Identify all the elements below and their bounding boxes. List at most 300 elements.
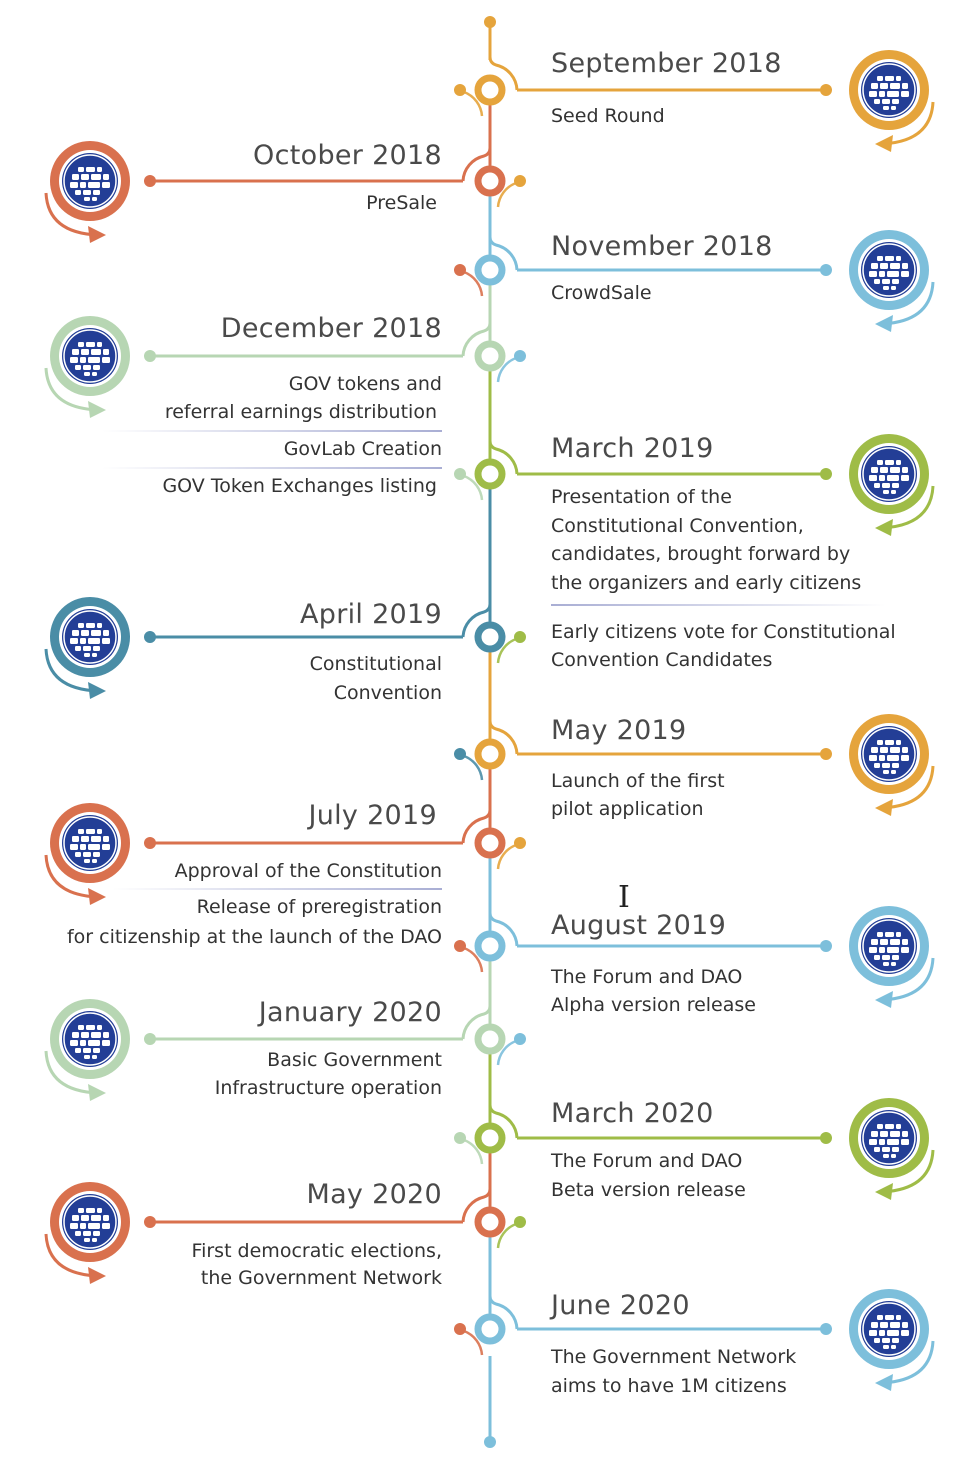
logo-pixel bbox=[72, 349, 79, 355]
logo-pixel bbox=[75, 1048, 81, 1053]
logo-pixel bbox=[877, 460, 883, 465]
logo-pixel bbox=[88, 844, 100, 850]
logo-pixel bbox=[892, 763, 899, 768]
arrow-head-icon bbox=[875, 135, 893, 152]
logo-pixel bbox=[88, 182, 100, 188]
arrow-head-icon bbox=[88, 888, 106, 905]
logo-pixel bbox=[902, 747, 908, 753]
logo-pixel bbox=[885, 460, 894, 465]
logo-pixel bbox=[97, 167, 102, 172]
logo-pixel bbox=[72, 630, 79, 636]
logo-pixel bbox=[891, 962, 896, 966]
milestone-date: May 2020 bbox=[306, 1179, 442, 1210]
logo-pixel bbox=[93, 190, 100, 195]
milestone-description: GOV tokens and bbox=[288, 373, 442, 395]
connector-end-dot bbox=[820, 1132, 832, 1144]
logo-pixel bbox=[896, 460, 901, 465]
logo-pixel bbox=[81, 174, 89, 180]
logo-pixel bbox=[80, 1040, 86, 1046]
logo-icon bbox=[62, 815, 118, 871]
logo-pixel bbox=[91, 630, 101, 636]
node-side-dot bbox=[454, 264, 466, 276]
logo-pixel bbox=[93, 1231, 100, 1236]
logo-pixel bbox=[78, 623, 84, 628]
logo-pixel bbox=[892, 1147, 899, 1152]
logo-icon bbox=[861, 62, 917, 118]
logo-pixel bbox=[83, 646, 91, 651]
logo-pixel bbox=[883, 1345, 889, 1349]
milestone-description: First democratic elections, bbox=[191, 1240, 442, 1262]
logo-icon bbox=[861, 242, 917, 298]
logo-icon bbox=[62, 328, 118, 384]
logo-pixel bbox=[869, 91, 877, 97]
logo-pixel bbox=[887, 755, 899, 761]
logo-pixel bbox=[887, 1139, 899, 1145]
logo-pixel bbox=[91, 836, 101, 842]
node-side-dot bbox=[514, 1216, 526, 1228]
logo-pixel bbox=[78, 342, 84, 347]
milestone-description: the Government Network bbox=[200, 1267, 442, 1289]
logo-pixel bbox=[896, 76, 901, 81]
logo-pixel bbox=[869, 271, 877, 277]
logo-pixel bbox=[877, 1124, 883, 1129]
logo-pixel bbox=[883, 962, 889, 966]
logo-pixel bbox=[103, 630, 109, 636]
logo-pixel bbox=[891, 1154, 896, 1158]
logo-pixel bbox=[83, 852, 91, 857]
logo-pixel bbox=[91, 1215, 101, 1221]
logo-pixel bbox=[883, 106, 889, 110]
logo-pixel bbox=[877, 256, 883, 261]
timeline-end-dot bbox=[484, 1436, 496, 1448]
logo-pixel bbox=[882, 99, 890, 104]
logo-pixel bbox=[102, 357, 110, 363]
logo-pixel bbox=[70, 844, 78, 850]
timeline-node bbox=[478, 934, 502, 958]
milestone-description: Launch of the first bbox=[551, 770, 725, 792]
logo-pixel bbox=[84, 859, 90, 863]
logo-pixel bbox=[901, 1330, 909, 1336]
milestone-date: May 2019 bbox=[551, 715, 687, 746]
logo-pixel bbox=[70, 1223, 78, 1229]
text-cursor-icon: I bbox=[618, 880, 630, 915]
milestone-date: October 2018 bbox=[253, 140, 442, 171]
logo-pixel bbox=[92, 1055, 97, 1059]
logo-pixel bbox=[890, 1322, 900, 1328]
logo-pixel bbox=[869, 755, 877, 761]
timeline-node bbox=[478, 344, 502, 368]
connector-end-dot bbox=[144, 175, 156, 187]
milestone-date: April 2019 bbox=[299, 599, 442, 630]
logo-pixel bbox=[84, 1055, 90, 1059]
milestone-description: The Government Network bbox=[551, 1346, 797, 1368]
logo-pixel bbox=[871, 939, 878, 945]
logo-pixel bbox=[890, 263, 900, 269]
logo-pixel bbox=[91, 349, 101, 355]
logo-pixel bbox=[80, 182, 86, 188]
logo-pixel bbox=[72, 836, 79, 842]
logo-pixel bbox=[871, 1131, 878, 1137]
logo-pixel bbox=[879, 1139, 885, 1145]
logo-pixel bbox=[891, 106, 896, 110]
logo-pixel bbox=[871, 1322, 878, 1328]
logo-pixel bbox=[887, 271, 899, 277]
milestone-description: referral earnings distribution bbox=[164, 401, 437, 423]
logo-pixel bbox=[86, 623, 95, 628]
logo-pixel bbox=[93, 646, 100, 651]
logo-pixel bbox=[880, 263, 888, 269]
logo-pixel bbox=[80, 638, 86, 644]
milestone-extra: Early citizens vote for Constitutional bbox=[551, 621, 896, 643]
logo-pixel bbox=[882, 763, 890, 768]
logo-pixel bbox=[80, 844, 86, 850]
logo-pixel bbox=[83, 1048, 91, 1053]
milestone-date: September 2018 bbox=[551, 48, 782, 79]
milestone-date: August 2019 bbox=[551, 910, 727, 941]
logo-pixel bbox=[81, 836, 89, 842]
milestone-extra: Convention Candidates bbox=[551, 649, 773, 671]
milestone-date: January 2020 bbox=[258, 997, 442, 1028]
separator-line bbox=[102, 467, 442, 469]
logo-pixel bbox=[88, 357, 100, 363]
logo-pixel bbox=[902, 467, 908, 473]
milestone-description: Constitutional bbox=[309, 653, 442, 675]
milestone-description: Approval of the Constitution bbox=[174, 860, 442, 882]
logo-pixel bbox=[78, 1208, 84, 1213]
logo-pixel bbox=[892, 955, 899, 960]
connector-end-dot bbox=[820, 264, 832, 276]
logo-pixel bbox=[880, 83, 888, 89]
logo-pixel bbox=[892, 483, 899, 488]
node-side-dot bbox=[454, 1132, 466, 1144]
logo-pixel bbox=[877, 76, 883, 81]
logo-pixel bbox=[879, 1330, 885, 1336]
logo-pixel bbox=[896, 740, 901, 745]
arrow-head-icon bbox=[875, 519, 893, 536]
logo-pixel bbox=[887, 91, 899, 97]
logo-pixel bbox=[869, 1330, 877, 1336]
timeline-node bbox=[478, 831, 502, 855]
logo-pixel bbox=[97, 829, 102, 834]
logo-pixel bbox=[72, 1215, 79, 1221]
node-side-dot bbox=[514, 175, 526, 187]
logo-pixel bbox=[70, 357, 78, 363]
logo-pixel bbox=[885, 1315, 894, 1320]
connector-end-dot bbox=[820, 84, 832, 96]
milestone-description: The Forum and DAO bbox=[551, 1150, 743, 1172]
milestone-description: Convention bbox=[333, 682, 442, 704]
timeline-node bbox=[478, 78, 502, 102]
logo-pixel bbox=[901, 271, 909, 277]
logo-pixel bbox=[93, 365, 100, 370]
logo-icon bbox=[62, 1194, 118, 1250]
logo-pixel bbox=[901, 475, 909, 481]
logo-pixel bbox=[879, 91, 885, 97]
logo-pixel bbox=[871, 263, 878, 269]
logo-pixel bbox=[97, 342, 102, 347]
logo-pixel bbox=[890, 939, 900, 945]
logo-pixel bbox=[88, 638, 100, 644]
logo-pixel bbox=[80, 1223, 86, 1229]
logo-pixel bbox=[83, 365, 91, 370]
arrow-head-icon bbox=[875, 315, 893, 332]
logo-pixel bbox=[901, 91, 909, 97]
arrow-head-icon bbox=[88, 401, 106, 418]
node-side-dot bbox=[514, 837, 526, 849]
logo-pixel bbox=[81, 1215, 89, 1221]
logo-icon bbox=[861, 446, 917, 502]
logo-pixel bbox=[92, 1238, 97, 1242]
logo-pixel bbox=[874, 955, 880, 960]
timeline-node bbox=[478, 625, 502, 649]
node-side-dot bbox=[454, 1323, 466, 1335]
logo-pixel bbox=[102, 1223, 110, 1229]
connector-end-dot bbox=[144, 350, 156, 362]
logo-pixel bbox=[102, 844, 110, 850]
connector-end-dot bbox=[144, 1216, 156, 1228]
milestone-date: December 2018 bbox=[220, 313, 442, 344]
logo-pixel bbox=[902, 1131, 908, 1137]
separator-line bbox=[102, 430, 442, 432]
milestone-description: pilot application bbox=[551, 798, 704, 820]
milestone-description: PreSale bbox=[366, 192, 437, 214]
milestone-extra: for citizenship at the launch of the DAO bbox=[66, 926, 442, 948]
logo-pixel bbox=[896, 256, 901, 261]
arrow-head-icon bbox=[875, 1183, 893, 1200]
logo-pixel bbox=[901, 755, 909, 761]
logo-pixel bbox=[78, 167, 84, 172]
logo-pixel bbox=[91, 1032, 101, 1038]
logo-pixel bbox=[879, 947, 885, 953]
logo-pixel bbox=[102, 182, 110, 188]
milestone-description: candidates, brought forward by bbox=[551, 543, 851, 565]
node-side-dot bbox=[454, 748, 466, 760]
logo-pixel bbox=[92, 197, 97, 201]
logo-pixel bbox=[83, 1231, 91, 1236]
logo-pixel bbox=[97, 1208, 102, 1213]
logo-pixel bbox=[891, 770, 896, 774]
milestone-description: Basic Government bbox=[267, 1049, 442, 1071]
milestone-date: March 2020 bbox=[551, 1098, 714, 1129]
logo-pixel bbox=[883, 490, 889, 494]
logo-pixel bbox=[91, 174, 101, 180]
logo-pixel bbox=[902, 263, 908, 269]
milestone-description: Presentation of the bbox=[551, 486, 732, 508]
logo-pixel bbox=[86, 829, 95, 834]
logo-pixel bbox=[75, 190, 81, 195]
logo-pixel bbox=[81, 630, 89, 636]
logo-pixel bbox=[103, 1215, 109, 1221]
logo-pixel bbox=[874, 279, 880, 284]
milestone-extra: GOV Token Exchanges listing bbox=[162, 475, 437, 497]
logo-pixel bbox=[896, 1315, 901, 1320]
arrow-head-icon bbox=[875, 1374, 893, 1391]
logo-pixel bbox=[88, 1040, 100, 1046]
logo-pixel bbox=[92, 859, 97, 863]
logo-pixel bbox=[890, 467, 900, 473]
logo-pixel bbox=[70, 1040, 78, 1046]
logo-pixel bbox=[83, 190, 91, 195]
connector-end-dot bbox=[144, 837, 156, 849]
arrow-head-icon bbox=[875, 799, 893, 816]
separator-line bbox=[551, 604, 886, 606]
milestone-description: Infrastructure operation bbox=[214, 1077, 442, 1099]
logo-pixel bbox=[80, 357, 86, 363]
logo-pixel bbox=[75, 646, 81, 651]
logo-pixel bbox=[896, 932, 901, 937]
arrow-head-icon bbox=[88, 226, 106, 243]
node-side-dot bbox=[454, 468, 466, 480]
logo-pixel bbox=[902, 939, 908, 945]
logo-pixel bbox=[883, 1154, 889, 1158]
logo-pixel bbox=[869, 947, 877, 953]
milestone-date: November 2018 bbox=[551, 231, 773, 262]
logo-pixel bbox=[890, 1131, 900, 1137]
milestone-date: March 2019 bbox=[551, 433, 714, 464]
logo-icon bbox=[861, 1110, 917, 1166]
logo-pixel bbox=[103, 836, 109, 842]
logo-pixel bbox=[84, 1238, 90, 1242]
timeline-node bbox=[478, 169, 502, 193]
logo-pixel bbox=[896, 1124, 901, 1129]
logo-pixel bbox=[75, 365, 81, 370]
logo-pixel bbox=[880, 1131, 888, 1137]
milestone-description: the organizers and early citizens bbox=[551, 572, 862, 594]
logo-pixel bbox=[879, 755, 885, 761]
logo-pixel bbox=[880, 939, 888, 945]
connector-end-dot bbox=[820, 468, 832, 480]
logo-pixel bbox=[885, 76, 894, 81]
timeline-start-dot bbox=[484, 16, 496, 28]
logo-pixel bbox=[883, 286, 889, 290]
milestone-description: aims to have 1M citizens bbox=[551, 1375, 787, 1397]
milestone-description: Constitutional Convention, bbox=[551, 515, 804, 537]
connector-end-dot bbox=[144, 1033, 156, 1045]
logo-pixel bbox=[880, 747, 888, 753]
timeline-node bbox=[478, 1126, 502, 1150]
node-side-dot bbox=[514, 1033, 526, 1045]
logo-pixel bbox=[882, 483, 890, 488]
logo-pixel bbox=[882, 279, 890, 284]
timeline-node bbox=[478, 258, 502, 282]
logo-pixel bbox=[78, 829, 84, 834]
logo-icon bbox=[62, 1011, 118, 1067]
logo-pixel bbox=[84, 197, 90, 201]
logo-pixel bbox=[88, 1223, 100, 1229]
logo-pixel bbox=[901, 947, 909, 953]
logo-pixel bbox=[892, 279, 899, 284]
logo-pixel bbox=[84, 372, 90, 376]
logo-pixel bbox=[877, 1315, 883, 1320]
logo-pixel bbox=[72, 1032, 79, 1038]
connector-end-dot bbox=[820, 940, 832, 952]
logo-icon bbox=[62, 153, 118, 209]
logo-pixel bbox=[103, 349, 109, 355]
milestone-description: Beta version release bbox=[551, 1179, 746, 1201]
logo-pixel bbox=[879, 475, 885, 481]
milestone-extra: GovLab Creation bbox=[283, 438, 442, 460]
logo-pixel bbox=[86, 342, 95, 347]
logo-icon bbox=[62, 609, 118, 665]
arrow-head-icon bbox=[875, 991, 893, 1008]
node-side-dot bbox=[514, 631, 526, 643]
logo-pixel bbox=[70, 638, 78, 644]
logo-pixel bbox=[885, 256, 894, 261]
logo-pixel bbox=[869, 475, 877, 481]
logo-pixel bbox=[874, 483, 880, 488]
connector-end-dot bbox=[820, 1323, 832, 1335]
logo-pixel bbox=[874, 1147, 880, 1152]
logo-pixel bbox=[890, 747, 900, 753]
logo-pixel bbox=[902, 1322, 908, 1328]
logo-pixel bbox=[883, 770, 889, 774]
logo-pixel bbox=[102, 638, 110, 644]
logo-pixel bbox=[874, 763, 880, 768]
logo-pixel bbox=[887, 947, 899, 953]
logo-pixel bbox=[882, 955, 890, 960]
logo-icon bbox=[861, 1301, 917, 1357]
logo-pixel bbox=[891, 286, 896, 290]
logo-pixel bbox=[885, 1124, 894, 1129]
milestone-extra: Release of preregistration bbox=[196, 896, 442, 918]
arrow-head-icon bbox=[88, 682, 106, 699]
logo-pixel bbox=[891, 1345, 896, 1349]
logo-pixel bbox=[887, 475, 899, 481]
logo-pixel bbox=[887, 1330, 899, 1336]
logo-pixel bbox=[75, 1231, 81, 1236]
separator-line bbox=[112, 888, 442, 890]
logo-pixel bbox=[86, 1208, 95, 1213]
timeline-node bbox=[478, 1027, 502, 1051]
logo-pixel bbox=[882, 1338, 890, 1343]
logo-pixel bbox=[86, 1025, 95, 1030]
timeline-node bbox=[478, 742, 502, 766]
logo-icon bbox=[861, 726, 917, 782]
milestone-description: Alpha version release bbox=[551, 994, 756, 1016]
logo-pixel bbox=[885, 932, 894, 937]
logo-pixel bbox=[892, 1338, 899, 1343]
milestone-date: July 2019 bbox=[308, 800, 437, 831]
logo-pixel bbox=[871, 467, 878, 473]
logo-pixel bbox=[78, 1025, 84, 1030]
logo-pixel bbox=[92, 653, 97, 657]
logo-pixel bbox=[885, 740, 894, 745]
connector-end-dot bbox=[820, 748, 832, 760]
logo-pixel bbox=[103, 1032, 109, 1038]
node-side-dot bbox=[454, 84, 466, 96]
milestone-description: Seed Round bbox=[551, 105, 665, 127]
connector-end-dot bbox=[144, 631, 156, 643]
timeline-node bbox=[478, 1317, 502, 1341]
logo-pixel bbox=[97, 1025, 102, 1030]
logo-pixel bbox=[871, 83, 878, 89]
logo-pixel bbox=[891, 490, 896, 494]
logo-pixel bbox=[70, 182, 78, 188]
logo-pixel bbox=[93, 852, 100, 857]
timeline-node bbox=[478, 1210, 502, 1234]
arrow-head-icon bbox=[88, 1267, 106, 1284]
arrow-head-icon bbox=[88, 1084, 106, 1101]
logo-pixel bbox=[902, 83, 908, 89]
logo-pixel bbox=[892, 99, 899, 104]
logo-pixel bbox=[92, 372, 97, 376]
logo-pixel bbox=[86, 167, 95, 172]
logo-pixel bbox=[81, 349, 89, 355]
logo-pixel bbox=[877, 932, 883, 937]
logo-pixel bbox=[880, 1322, 888, 1328]
logo-pixel bbox=[879, 271, 885, 277]
logo-pixel bbox=[102, 1040, 110, 1046]
